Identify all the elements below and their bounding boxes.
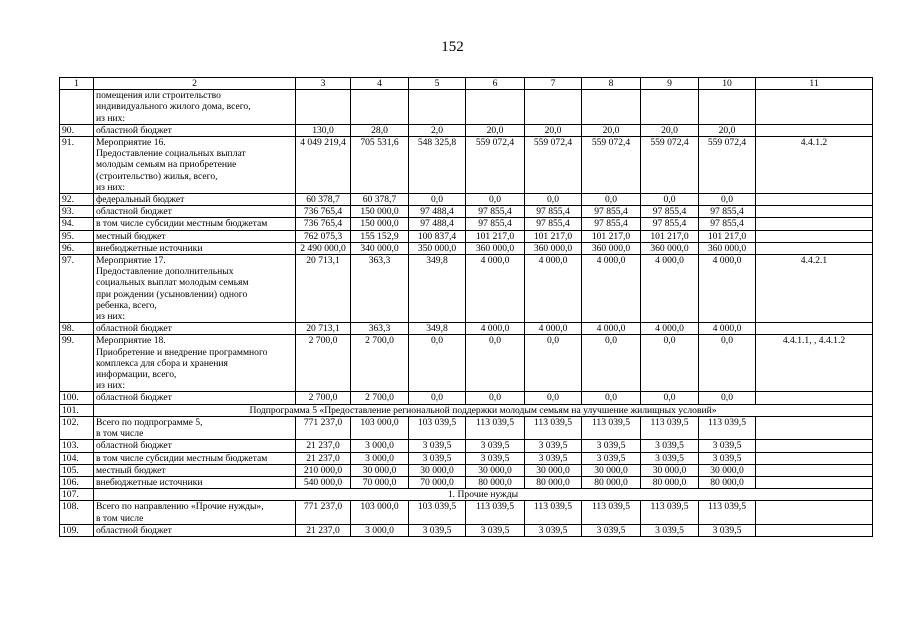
value-cell: 3 039,5 xyxy=(525,524,582,536)
row-number: 100. xyxy=(60,392,94,404)
value-cell: 4 000,0 xyxy=(466,323,525,335)
row-number: 95. xyxy=(60,230,94,242)
value-cell: 113 039,5 xyxy=(466,416,525,439)
row-number: 97. xyxy=(60,255,94,323)
row-code: 4.4.2.1 xyxy=(756,255,873,323)
value-cell: 559 072,4 xyxy=(466,137,525,194)
row-number: 106. xyxy=(60,476,94,488)
value-cell: 360 000,0 xyxy=(582,242,641,254)
row-name: внебюджетные источники xyxy=(94,476,296,488)
value-cell: 3 039,5 xyxy=(409,440,466,452)
value-cell: 3 039,5 xyxy=(582,440,641,452)
value-cell: 349,8 xyxy=(409,255,466,323)
value-cell: 2 700,0 xyxy=(296,392,351,404)
row-number: 98. xyxy=(60,323,94,335)
table-row xyxy=(60,476,873,488)
page-number: 152 xyxy=(441,39,464,55)
value-cell: 113 039,5 xyxy=(582,416,641,439)
value-cell: 28,0 xyxy=(351,124,409,136)
header-cell: 2 xyxy=(94,78,296,90)
value-cell: 70 000,0 xyxy=(351,476,409,488)
row-number: 93. xyxy=(60,206,94,218)
table-row xyxy=(60,194,873,206)
table-row xyxy=(60,416,873,439)
value-cell: 97 855,4 xyxy=(525,206,582,218)
value-cell: 3 039,5 xyxy=(466,440,525,452)
value-cell: 2,0 xyxy=(409,124,466,136)
value-cell: 360 000,0 xyxy=(525,242,582,254)
value-cell: 0,0 xyxy=(641,392,699,404)
value-cell: 97 855,4 xyxy=(582,218,641,230)
value-cell: 3 039,5 xyxy=(582,452,641,464)
header-row xyxy=(60,78,873,90)
value-cell: 559 072,4 xyxy=(699,137,756,194)
row-code xyxy=(756,464,873,476)
value-cell: 101 217,0 xyxy=(699,230,756,242)
value-cell: 4 000,0 xyxy=(525,255,582,323)
value-cell: 340 000,0 xyxy=(351,242,409,254)
table-row xyxy=(60,464,873,476)
row-name: в том числе субсидии местным бюджетам xyxy=(94,218,296,230)
value-cell: 360 000,0 xyxy=(466,242,525,254)
row-number: 108. xyxy=(60,501,94,524)
value-cell: 97 855,4 xyxy=(641,206,699,218)
value-cell: 113 039,5 xyxy=(525,501,582,524)
value-cell: 30 000,0 xyxy=(466,464,525,476)
value-cell: 771 237,0 xyxy=(296,501,351,524)
row-code: 4.4.1.2 xyxy=(756,137,873,194)
row-code xyxy=(756,452,873,464)
value-cell: 21 237,0 xyxy=(296,440,351,452)
value-cell: 0,0 xyxy=(525,194,582,206)
row-name: местный бюджет xyxy=(94,230,296,242)
value-cell: 80 000,0 xyxy=(699,476,756,488)
value-cell: 736 765,4 xyxy=(296,206,351,218)
row-number: 109. xyxy=(60,524,94,536)
value-cell: 4 000,0 xyxy=(641,255,699,323)
value-cell: 103 000,0 xyxy=(351,501,409,524)
row-number: 92. xyxy=(60,194,94,206)
row-code xyxy=(756,194,873,206)
value-cell: 363,3 xyxy=(351,323,409,335)
value-cell xyxy=(641,90,699,125)
value-cell: 113 039,5 xyxy=(699,501,756,524)
value-cell: 3 039,5 xyxy=(466,452,525,464)
row-number: 94. xyxy=(60,218,94,230)
value-cell: 80 000,0 xyxy=(525,476,582,488)
row-number: 91. xyxy=(60,137,94,194)
row-code xyxy=(756,392,873,404)
value-cell: 3 039,5 xyxy=(409,524,466,536)
value-cell: 3 039,5 xyxy=(641,452,699,464)
value-cell: 349,8 xyxy=(409,323,466,335)
row-number: 104. xyxy=(60,452,94,464)
value-cell: 4 000,0 xyxy=(641,323,699,335)
value-cell: 0,0 xyxy=(641,335,699,392)
value-cell xyxy=(351,90,409,125)
section-title: 1. Прочие нужды xyxy=(94,489,873,501)
row-code xyxy=(756,476,873,488)
header-cell: 11 xyxy=(756,78,873,90)
value-cell: 350 000,0 xyxy=(409,242,466,254)
value-cell: 360 000,0 xyxy=(699,242,756,254)
value-cell: 4 000,0 xyxy=(466,255,525,323)
value-cell: 101 217,0 xyxy=(525,230,582,242)
value-cell: 113 039,5 xyxy=(525,416,582,439)
row-code xyxy=(756,230,873,242)
header-cell: 5 xyxy=(409,78,466,90)
value-cell: 0,0 xyxy=(525,335,582,392)
value-cell: 80 000,0 xyxy=(641,476,699,488)
header-cell: 10 xyxy=(699,78,756,90)
value-cell: 101 217,0 xyxy=(641,230,699,242)
value-cell: 3 039,5 xyxy=(699,440,756,452)
row-name: Мероприятие 18. Приобретение и внедрение программного комплекса для сбора и хранения информации, всего, из них: xyxy=(94,335,296,392)
row-name: в том числе субсидии местным бюджетам xyxy=(94,452,296,464)
row-code xyxy=(756,218,873,230)
value-cell: 3 039,5 xyxy=(699,524,756,536)
header-cell: 3 xyxy=(296,78,351,90)
value-cell: 0,0 xyxy=(409,194,466,206)
row-code: 4.4.1.1, , 4.4.1.2 xyxy=(756,335,873,392)
row-number: 103. xyxy=(60,440,94,452)
value-cell: 3 039,5 xyxy=(525,452,582,464)
row-number: 96. xyxy=(60,242,94,254)
value-cell: 97 855,4 xyxy=(466,206,525,218)
value-cell: 70 000,0 xyxy=(409,476,466,488)
value-cell: 30 000,0 xyxy=(641,464,699,476)
value-cell: 4 000,0 xyxy=(699,323,756,335)
value-cell: 113 039,5 xyxy=(641,416,699,439)
value-cell: 150 000,0 xyxy=(351,218,409,230)
row-name: федеральный бюджет xyxy=(94,194,296,206)
value-cell: 155 152,9 xyxy=(351,230,409,242)
table-row xyxy=(60,489,873,501)
row-code xyxy=(756,323,873,335)
value-cell: 113 039,5 xyxy=(641,501,699,524)
table-row xyxy=(60,392,873,404)
value-cell: 20 713,1 xyxy=(296,323,351,335)
row-name: Всего по подпрограмме 5, в том числе xyxy=(94,416,296,439)
value-cell: 4 000,0 xyxy=(525,323,582,335)
row-name: внебюджетные источники xyxy=(94,242,296,254)
row-name: Мероприятие 16. Предоставление социальных выплат молодым семьям на приобретение (строительство) жилья, всего, из них: xyxy=(94,137,296,194)
table-row xyxy=(60,242,873,254)
value-cell: 0,0 xyxy=(466,194,525,206)
table-row xyxy=(60,90,873,125)
table-row xyxy=(60,230,873,242)
value-cell: 3 039,5 xyxy=(641,524,699,536)
value-cell: 3 000,0 xyxy=(351,452,409,464)
value-cell: 3 000,0 xyxy=(351,440,409,452)
value-cell: 2 700,0 xyxy=(296,335,351,392)
value-cell: 4 000,0 xyxy=(582,255,641,323)
value-cell: 97 855,4 xyxy=(699,218,756,230)
value-cell: 0,0 xyxy=(466,392,525,404)
value-cell: 20 713,1 xyxy=(296,255,351,323)
value-cell xyxy=(296,90,351,125)
table-row xyxy=(60,323,873,335)
value-cell: 150 000,0 xyxy=(351,206,409,218)
value-cell: 363,3 xyxy=(351,255,409,323)
value-cell: 0,0 xyxy=(466,335,525,392)
row-code xyxy=(756,524,873,536)
value-cell: 113 039,5 xyxy=(699,416,756,439)
value-cell: 540 000,0 xyxy=(296,476,351,488)
row-code xyxy=(756,242,873,254)
row-name: Всего по направлению «Прочие нужды», в том числе xyxy=(94,501,296,524)
row-code xyxy=(756,90,873,125)
header-cell: 9 xyxy=(641,78,699,90)
header-cell: 1 xyxy=(60,78,94,90)
table-row xyxy=(60,452,873,464)
value-cell: 30 000,0 xyxy=(525,464,582,476)
value-cell: 762 075,3 xyxy=(296,230,351,242)
header-cell: 8 xyxy=(582,78,641,90)
value-cell: 210 000,0 xyxy=(296,464,351,476)
header-cell: 4 xyxy=(351,78,409,90)
table-row xyxy=(60,206,873,218)
row-name: областной бюджет xyxy=(94,524,296,536)
row-name: областной бюджет xyxy=(94,323,296,335)
value-cell: 0,0 xyxy=(699,194,756,206)
value-cell: 3 000,0 xyxy=(351,524,409,536)
value-cell: 3 039,5 xyxy=(641,440,699,452)
value-cell: 2 700,0 xyxy=(351,392,409,404)
row-number: 105. xyxy=(60,464,94,476)
value-cell xyxy=(466,90,525,125)
value-cell: 3 039,5 xyxy=(699,452,756,464)
row-name: Мероприятие 17. Предоставление дополнительных социальных выплат молодым семьям при рождении (усыновлении) одного ребенка, всего, из них: xyxy=(94,255,296,323)
value-cell: 20,0 xyxy=(466,124,525,136)
row-number: 101. xyxy=(60,404,94,416)
value-cell: 113 039,5 xyxy=(466,501,525,524)
value-cell: 559 072,4 xyxy=(582,137,641,194)
value-cell: 97 855,4 xyxy=(582,206,641,218)
value-cell: 559 072,4 xyxy=(641,137,699,194)
value-cell: 3 039,5 xyxy=(466,524,525,536)
value-cell: 101 217,0 xyxy=(582,230,641,242)
value-cell: 20,0 xyxy=(699,124,756,136)
value-cell: 97 488,4 xyxy=(409,218,466,230)
value-cell: 3 039,5 xyxy=(525,440,582,452)
value-cell: 97 855,4 xyxy=(525,218,582,230)
value-cell: 0,0 xyxy=(641,194,699,206)
row-number: 102. xyxy=(60,416,94,439)
value-cell: 97 855,4 xyxy=(641,218,699,230)
value-cell: 0,0 xyxy=(582,392,641,404)
value-cell xyxy=(699,90,756,125)
row-code xyxy=(756,501,873,524)
table-row xyxy=(60,501,873,524)
table-row xyxy=(60,335,873,392)
value-cell: 360 000,0 xyxy=(641,242,699,254)
value-cell: 20,0 xyxy=(582,124,641,136)
value-cell: 97 855,4 xyxy=(699,206,756,218)
value-cell: 130,0 xyxy=(296,124,351,136)
value-cell: 2 700,0 xyxy=(351,335,409,392)
table-row xyxy=(60,404,873,416)
row-number: 90. xyxy=(60,124,94,136)
value-cell: 4 049 219,4 xyxy=(296,137,351,194)
table-row xyxy=(60,137,873,194)
row-name: областной бюджет xyxy=(94,206,296,218)
value-cell: 97 855,4 xyxy=(466,218,525,230)
value-cell: 30 000,0 xyxy=(699,464,756,476)
value-cell: 4 000,0 xyxy=(582,323,641,335)
value-cell: 771 237,0 xyxy=(296,416,351,439)
header-cell: 7 xyxy=(525,78,582,90)
value-cell: 103 000,0 xyxy=(351,416,409,439)
table-row xyxy=(60,218,873,230)
value-cell: 97 488,4 xyxy=(409,206,466,218)
header-cell: 6 xyxy=(466,78,525,90)
value-cell: 559 072,4 xyxy=(525,137,582,194)
table-row xyxy=(60,440,873,452)
value-cell: 20,0 xyxy=(641,124,699,136)
row-code xyxy=(756,124,873,136)
value-cell: 0,0 xyxy=(409,392,466,404)
value-cell: 80 000,0 xyxy=(466,476,525,488)
row-number: 99. xyxy=(60,335,94,392)
row-name: местный бюджет xyxy=(94,464,296,476)
value-cell: 0,0 xyxy=(525,392,582,404)
value-cell: 3 039,5 xyxy=(582,524,641,536)
row-number xyxy=(60,90,94,125)
value-cell: 30 000,0 xyxy=(582,464,641,476)
row-code xyxy=(756,440,873,452)
table-row xyxy=(60,524,873,536)
value-cell xyxy=(582,90,641,125)
value-cell: 30 000,0 xyxy=(409,464,466,476)
value-cell: 736 765,4 xyxy=(296,218,351,230)
table-row xyxy=(60,255,873,323)
value-cell: 0,0 xyxy=(699,392,756,404)
value-cell: 0,0 xyxy=(699,335,756,392)
value-cell: 113 039,5 xyxy=(582,501,641,524)
value-cell: 103 039,5 xyxy=(409,501,466,524)
value-cell xyxy=(525,90,582,125)
value-cell: 103 039,5 xyxy=(409,416,466,439)
value-cell: 101 217,0 xyxy=(466,230,525,242)
row-name: областной бюджет xyxy=(94,124,296,136)
value-cell: 100 837,4 xyxy=(409,230,466,242)
value-cell: 60 378,7 xyxy=(296,194,351,206)
value-cell: 2 490 000,0 xyxy=(296,242,351,254)
value-cell: 4 000,0 xyxy=(699,255,756,323)
value-cell: 0,0 xyxy=(582,335,641,392)
value-cell: 705 531,6 xyxy=(351,137,409,194)
row-code xyxy=(756,416,873,439)
value-cell: 548 325,8 xyxy=(409,137,466,194)
row-code xyxy=(756,206,873,218)
value-cell: 30 000,0 xyxy=(351,464,409,476)
budget-table xyxy=(59,77,873,537)
row-name: областной бюджет xyxy=(94,392,296,404)
value-cell: 21 237,0 xyxy=(296,452,351,464)
value-cell: 21 237,0 xyxy=(296,524,351,536)
value-cell: 60 378,7 xyxy=(351,194,409,206)
value-cell: 3 039,5 xyxy=(409,452,466,464)
value-cell: 80 000,0 xyxy=(582,476,641,488)
row-name: помещения или строительство индивидуального жилого дома, всего, из них: xyxy=(94,90,296,125)
value-cell: 0,0 xyxy=(582,194,641,206)
table-row xyxy=(60,124,873,136)
row-number: 107. xyxy=(60,489,94,501)
section-title: Подпрограмма 5 «Предоставление региональной поддержки молодым семьям на улучшение жилищных условий» xyxy=(94,404,873,416)
row-name: областной бюджет xyxy=(94,440,296,452)
value-cell: 20,0 xyxy=(525,124,582,136)
value-cell: 0,0 xyxy=(409,335,466,392)
value-cell xyxy=(409,90,466,125)
